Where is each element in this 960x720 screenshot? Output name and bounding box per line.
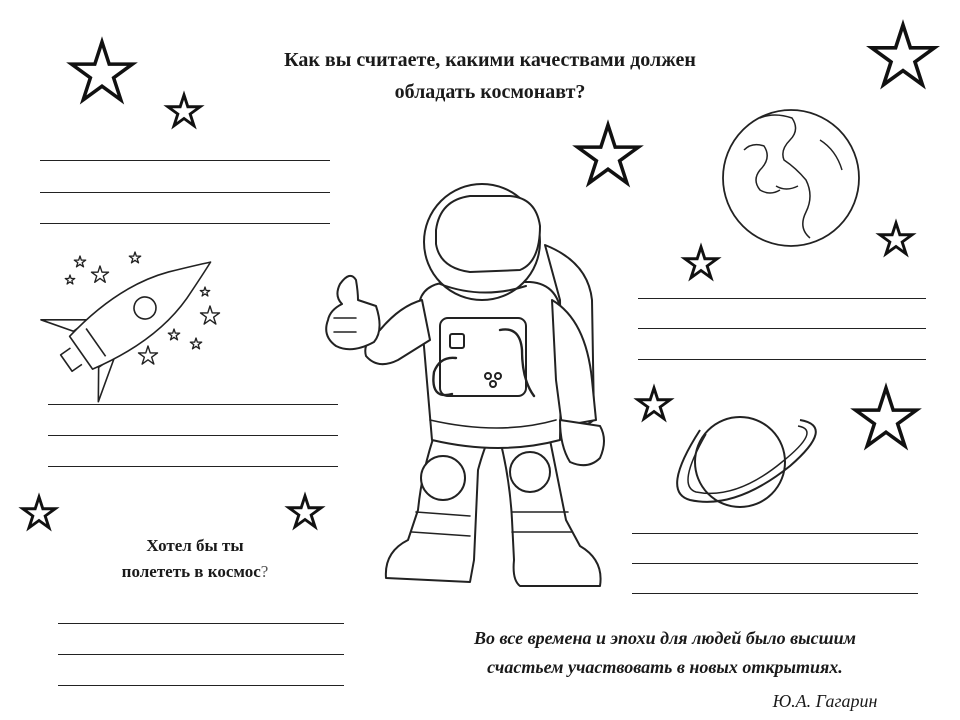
star-icon bbox=[638, 388, 670, 419]
quote-line-1: Во все времена и эпохи для людей было высшим bbox=[474, 628, 856, 648]
quote-author: Ю.А. Гагарин bbox=[772, 691, 878, 711]
star-icon bbox=[168, 95, 200, 126]
quote-line-2: счастьем участвовать в новых открытиях. bbox=[487, 657, 843, 677]
star-icon bbox=[872, 25, 935, 85]
earth-icon bbox=[723, 110, 859, 246]
star-icon bbox=[289, 496, 321, 527]
planet-ring-icon bbox=[677, 417, 816, 507]
star-icon bbox=[23, 497, 55, 528]
star-icon bbox=[72, 42, 133, 100]
astronaut-icon bbox=[326, 184, 604, 586]
star-icon bbox=[856, 388, 917, 446]
question-line-1: Хотел бы ты bbox=[146, 536, 244, 555]
star-icon bbox=[578, 125, 639, 183]
question-mark: ? bbox=[260, 562, 269, 581]
heading-line-2: обладать космонавт? bbox=[394, 81, 586, 103]
question-line-2: полететь в космос? bbox=[121, 562, 269, 581]
rocket-icon bbox=[38, 221, 240, 404]
heading-line-1: Как вы считаете, какими качествами должен bbox=[284, 49, 696, 71]
star-icon bbox=[685, 247, 717, 278]
star-icon bbox=[880, 223, 912, 254]
